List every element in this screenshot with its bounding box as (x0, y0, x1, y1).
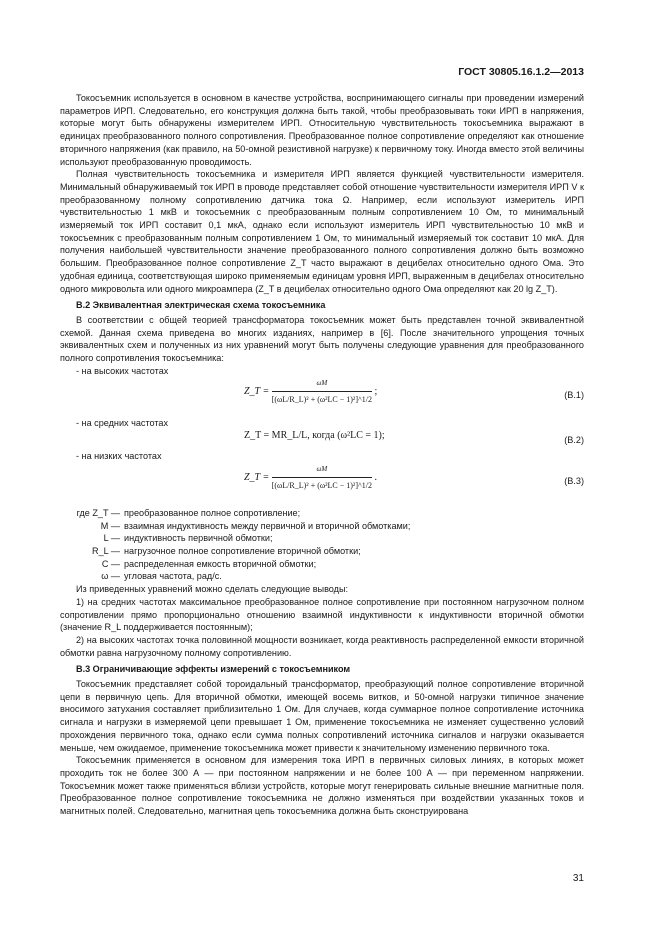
definition-symbol: где Z_T — (76, 507, 120, 518)
definition-row (60, 570, 584, 583)
definition-row (60, 507, 584, 520)
standard-header: ГОСТ 30805.16.1.2—2013 (458, 66, 584, 78)
intro-paragraph-1: Токосъемник используется в основном в качестве устройства, воспринимающего сигналы при проведении измерений параметров ИРП. Следовательно, его конструкция должна быть такой, чтобы преобразовывать токи ИРП в напряжения, которые могут быть обнаружены измерителем ИРП. Относительную чувствительность токосъемника выражают в единицах преобразованного полного сопротивления. Преобразованное полное сопротивление определяют как отношение вторичного напряжения (как правило, на 50-омной резистивной нагрузке) к первичному току. Иногда вместо этой величины используют преобразованную проводимость. (60, 93, 584, 167)
eq-b3-denominator: [(ωL/R_L)² + (ω²LC − 1)²]^1/2 (272, 477, 372, 493)
page-number: 31 (572, 873, 584, 884)
definition-symbol: L — (103, 533, 120, 544)
eq-b1-tail: ; (374, 386, 378, 398)
definition-row (60, 558, 584, 571)
definition-row (60, 545, 584, 558)
eq-b3-numerator: ωM (316, 464, 328, 473)
definition-text: нагрузочное полное сопротивление вторичной обмотки; (124, 545, 361, 556)
section-b3-paragraph-2: Токосъемник применяется в основном для измерения тока ИРП в первичных силовых линиях, в которых может проходить ток не более 300 А — при постоянном напряжении и не более 100 А — при переменном напряжении. Токосъемник может также применяться вблизи устройств, которые могут генерировать сильные внешние магнитные поля. Преобразованное полное сопротивление токосъемника не должно изменяться при воздействии указанных токов и магнитных полей. Следовательно, магнитная цепь токосъемника должна быть сконструирована (60, 755, 584, 817)
section-b3-paragraph-1: Токосъемник представляет собой тороидальный трансформатор, преобразующий полное сопротивление вторичной цепи в первичную цепь. Для вторичной обмотки, имеющей восемь витков, и 50-омной нагрузки типичное значение вносимого затухания составляет приблизительно 1 Ом. Для случаев, когда суммарное полное сопротивление источника сигнала и нагрузки в измеряемой цепи превышает 1 Ом, применение токосъемника не изменяет существенно условий прохождения первичного тока, однако если сумма полных сопротивлений источника сигналов и нагрузки оказывается меньше, чем ожидаемое, применение токосъемника может привести к значительному изменению первичного тока. (60, 679, 584, 753)
case-high-label: - на высоких частотах (76, 365, 169, 376)
definition-text: взаимная индуктивность между первичной и вторичной обмотками; (124, 520, 411, 531)
equation-b2 (60, 430, 584, 450)
definition-row (60, 532, 584, 545)
eq-b1-denominator: [(ωL/R_L)² + (ω²LC − 1)²]^1/2 (272, 391, 372, 407)
eq-b1-number: (В.1) (564, 390, 584, 401)
equation-b1 (60, 377, 584, 417)
section-b2-text: В соответствии с общей теорией трансформатора токосъемник может быть представлен точной эквивалентной схемой. Данная схема приведена во многих изданиях, например в [6]. После значительного упрощения точных эквивалентных схем и полученных из них уравнений могут быть получены следующие уравнения для преобразованного полного сопротивления токосъемника: (60, 314, 584, 364)
eq-b1-numerator: ωM (316, 379, 328, 388)
definition-symbol: ω — (101, 571, 120, 582)
case-low-label: - на низких частотах (76, 451, 162, 462)
eq-b2-number: (В.2) (564, 435, 584, 446)
section-b2-title: В.2 Эквивалентная электрическая схема токосъемника (76, 300, 326, 311)
eq-b3-lhs: Z_T = (244, 471, 270, 483)
eq-b1-lhs: Z_T = (244, 386, 270, 398)
eq-b2-formula: Z_T = MR_L/L, когда (ω²LC = 1); (244, 430, 385, 442)
eq-b3-number: (В.3) (564, 475, 584, 486)
intro-paragraph-2: Полная чувствительность токосъемника и измерителя ИРП является функцией чувствительности измерителя. Минимальный обнаруживаемый ток ИРП в проводе представляет собой отношение чувствительности измерителя ИРП V к преобразованному полному сопротивлению датчика тока Ω. Например, если используют измеритель ИРП чувствительностью 1 мкВ и токосъемник с преобразованным полным сопротивлением 10 Ом, то минимальный измеряемый ток ИРП составит 0,1 мкА, однако если используют измеритель ИРП чувствительностью 10 мкВ и токосъемник с преобразованным полным сопротивлением 1 Ом, то минимальный измеряемый ток составит 10 мкА. Для получения наибольшей чувствительности значение преобразованного полного сопротивления должно быть возможно большим. Преобразованное полное сопротивление Z_T часто выражают в децибелах относительно одного Ома. Это удобная единица, соответствующая широко применяемым единицам уровня ИРП, выраженным в децибелах относительно одного микровольта или одного микроампера (Z_T в децибелах относительно одного Ома определяют как 20 lg Z_T). (60, 169, 584, 294)
definition-row (60, 520, 584, 533)
conclusion-item-1: 1) на средних частотах максимальное преобразованное полное сопротивление при постоянном нагрузочном полном сопротивлении прямо пропорционально отношению взаимной индуктивности к индуктивности вторичной обмотки (значение R_L поддерживается постоянным); (60, 596, 584, 633)
definition-text: распределенная емкость вторичной обмотки; (124, 558, 317, 569)
definition-symbol: C — (101, 558, 120, 569)
conclusions-lead: Из приведенных уравнений можно сделать следующие выводы: (76, 584, 349, 595)
symbol-definitions (60, 507, 584, 583)
page-content (60, 92, 584, 818)
conclusion-item-2: 2) на высоких частотах точка половинной мощности возникает, когда реактивность распределенной емкости вторичной обмотки равна нагрузочному полному сопротивлению. (60, 634, 584, 658)
definition-symbol: M — (100, 520, 120, 531)
case-mid-label: - на средних частотах (76, 418, 169, 429)
eq-b3-tail: . (374, 471, 377, 483)
definition-text: индуктивность первичной обмотки; (124, 533, 273, 544)
section-b3-title: В.3 Ограничивающие эффекты измерений с токосъемником (76, 664, 351, 675)
equation-b3 (60, 463, 584, 503)
definition-text: угловая частота, рад/с. (124, 571, 222, 582)
definition-symbol: R_L — (92, 545, 120, 556)
definition-text: преобразованное полное сопротивление; (124, 507, 301, 518)
